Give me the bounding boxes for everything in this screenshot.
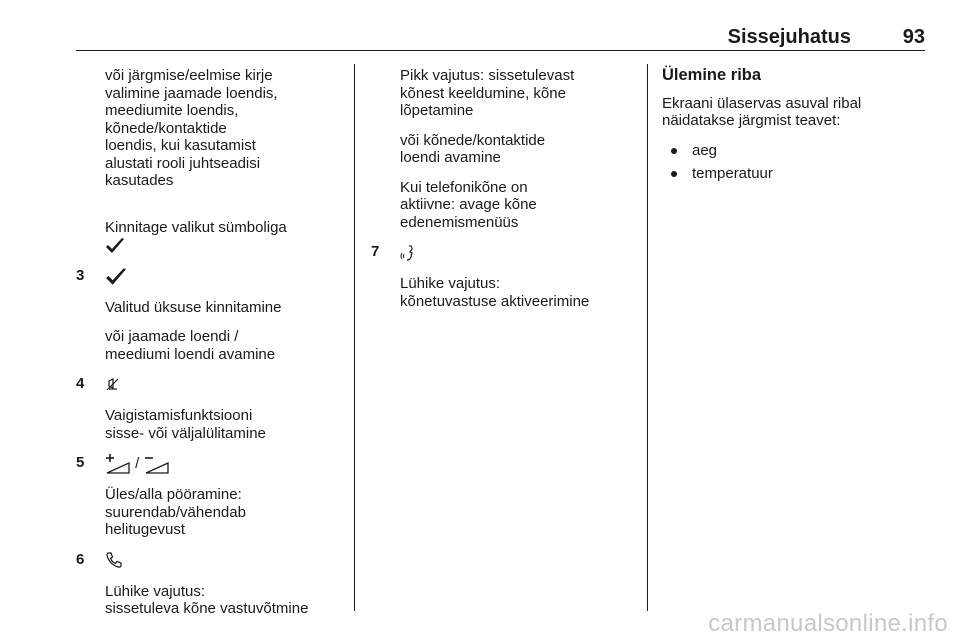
item-3-text: Valitud üksuse kinnitamine <box>105 298 282 316</box>
item-5 <box>76 454 345 474</box>
item-6 <box>76 550 345 571</box>
paragraph: Kui telefonikõne on aktiivne: avage kõne edenemismenüüs <box>400 178 537 231</box>
watermark: carmanualsonline.info <box>708 610 948 637</box>
item-number: 3 <box>76 266 85 284</box>
column-1 <box>76 67 345 630</box>
checkmark-icon <box>105 267 127 287</box>
section-title: Sissejuhatus <box>727 26 851 48</box>
item-3-text-2: või jaamade loendi / meediumi loendi avamine <box>105 328 276 363</box>
volume-down-icon <box>144 454 170 474</box>
item-7 <box>371 243 640 263</box>
item-number: 7 <box>371 243 380 260</box>
bullet-list <box>662 142 912 183</box>
page-number: 93 <box>902 26 925 48</box>
item-7-text: Lühike vajutus: kõnetuvastuse aktiveerimine <box>400 275 590 310</box>
item-number: 4 <box>76 375 85 393</box>
column-divider-1 <box>354 64 355 611</box>
mute-icon <box>105 376 121 392</box>
column-2 <box>371 67 640 322</box>
column-3 <box>662 67 912 189</box>
column-divider-2 <box>647 64 648 611</box>
confirm-paragraph <box>105 202 345 255</box>
list-item: aeg <box>662 142 912 160</box>
volume-up-icon <box>105 454 131 474</box>
header-rule <box>76 50 925 51</box>
item-4-text: Vaigistamisfunktsiooni sisse- või väljalülitamine <box>105 407 266 442</box>
item-number: 6 <box>76 550 85 568</box>
list-item: temperatuur <box>662 165 912 183</box>
checkmark-icon <box>105 237 125 255</box>
item-5-text: Üles/alla pööramine: suurendab/vähendab helitugevust <box>105 486 246 539</box>
item-6-text: Lühike vajutus: sissetuleva kõne vastuvõtmine <box>105 582 309 618</box>
phone-icon <box>105 551 123 569</box>
paragraph: Pikk vajutus: sissetulevast kõnest keeldumine, kõne lõpetamine <box>400 67 575 119</box>
voice-recognition-icon <box>400 243 418 263</box>
item-3 <box>76 266 345 287</box>
volume-separator: / <box>135 455 140 472</box>
item-4 <box>76 375 345 395</box>
item-number: 5 <box>76 454 85 472</box>
page-header <box>76 26 925 52</box>
section-heading: Ülemine riba <box>662 66 762 84</box>
section-intro: Ekraani ülaservas asuval ribal näidatakse järgmist teavet: <box>662 94 862 129</box>
confirm-text: Kinnitage valikut sümboliga <box>105 219 287 236</box>
paragraph: või kõnede/kontaktide loendi avamine <box>400 131 546 166</box>
paragraph: või järgmise/eelmise kirje valimine jaamade loendis, meediumite loendis, kõnede/kontaktide loendis, kui kasutamist alustati rooli juhtseadisi kasutades <box>105 67 278 189</box>
